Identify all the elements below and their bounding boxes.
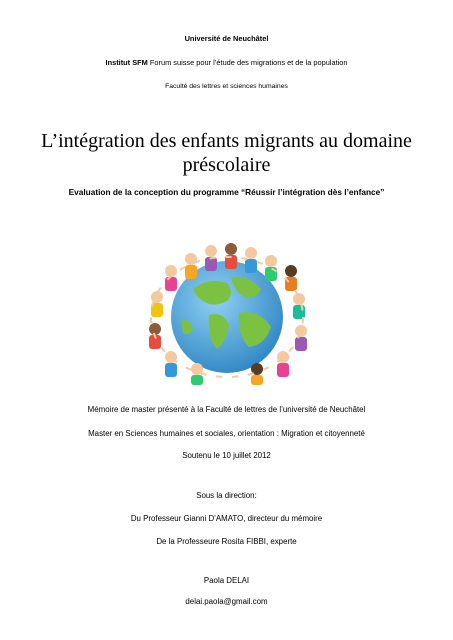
document-subtitle: Evaluation de la conception du programme “Réussir l’intégration dès l’enfance” xyxy=(68,187,385,197)
document-title: L’intégration des enfants migrants au domaine préscolaire xyxy=(41,130,412,176)
author-name: Paola DELAI xyxy=(203,576,250,585)
author-email[interactable]: delai.paola@gmail.com xyxy=(185,597,268,606)
expert-line: De la Professeure Rosita FIBBI, experte xyxy=(156,537,297,546)
university-name: Université de Neuchâtel xyxy=(184,34,269,43)
defense-date: Soutenu le 10 juillet 2012 xyxy=(182,451,271,460)
globe-with-children-icon xyxy=(131,237,323,387)
direction-heading: Sous la direction: xyxy=(196,491,257,500)
memoire-line-2: Master en Sciences humaines et sociales, orientation : Migration et citoyenneté xyxy=(88,429,365,438)
institute-line xyxy=(0,58,453,67)
faculty-name: Faculté des lettres et sciences humaines xyxy=(165,83,288,90)
director-line: Du Professeur Gianni D’AMATO, directeur du mémoire xyxy=(130,514,323,523)
globe-with-children-illustration xyxy=(131,237,323,387)
institute-name: Forum suisse pour l’étude des migrations et de la population xyxy=(149,58,348,67)
memoire-line-1: Mémoire de master présenté à la Faculté de lettres de l’université de Neuchâtel xyxy=(87,405,366,414)
institute-abbr: Institut SFM xyxy=(105,58,148,67)
